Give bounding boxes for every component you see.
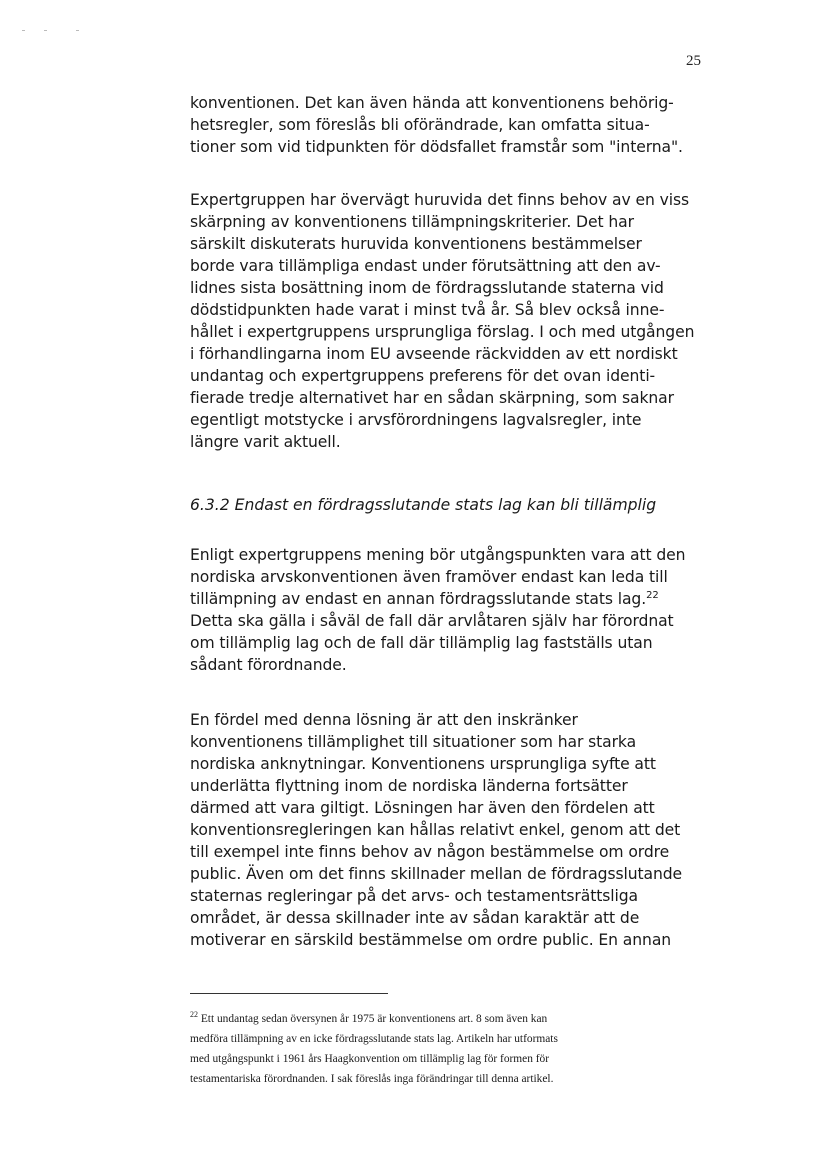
text-line: skärpning av konventionens tillämpningskriterier. Det har [190, 213, 634, 231]
text-line-content: tillämpning av endast en annan fördragsslutande stats lag. [190, 590, 647, 608]
page-number: 25 [686, 53, 701, 69]
scan-artifact [76, 30, 79, 31]
text-line [190, 588, 685, 610]
scan-artifact [44, 30, 47, 31]
paragraph-3 [190, 544, 685, 676]
text-line: egentligt motstycke i arvsförordningens lagvalsregler, inte [190, 411, 642, 429]
text-line: En fördel med denna lösning är att den inskränker [190, 711, 578, 729]
text-line: undantag och expertgruppens preferens för det ovan identi- [190, 367, 656, 385]
text-line: till exempel inte finns behov av någon bestämmelse om ordre [190, 843, 670, 861]
section-heading: 6.3.2 Endast en fördragsslutande stats lag kan bli tillämplig [190, 496, 657, 514]
footnote-line: med utgångspunkt i 1961 års Haagkonvention om tillämplig lag för formen för [190, 1053, 550, 1065]
text-line: hetsregler, som föreslås bli oförändrade, kan omfatta situa- [190, 116, 650, 134]
footnote-number: 22 [190, 1010, 198, 1020]
text-line: därmed att vara giltigt. Lösningen har även den fördelen att [190, 799, 655, 817]
footnote-line: testamentariska förordnanden. I sak föreslås inga förändringar till denna artikel. [190, 1073, 554, 1085]
text-line: konventionsregleringen kan hållas relativt enkel, genom att det [190, 821, 681, 839]
text-line: staternas regleringar på det arvs- och testamentsrättsliga [190, 887, 638, 905]
text-line: särskilt diskuterats huruvida konventionens bestämmelser [190, 235, 642, 253]
text-line: konventionen. Det kan även hända att konventionens behörig- [190, 94, 674, 112]
text-line: borde vara tillämpliga endast under förutsättning att den av- [190, 257, 661, 275]
paragraph-4 [190, 709, 682, 951]
text-line: området, är dessa skillnader inte av sådan karaktär att de [190, 909, 640, 927]
text-line: dödstidpunkten hade varat i minst två år. Så blev också inne- [190, 301, 665, 319]
text-line: Enligt expertgruppens mening bör utgångspunkten vara att den [190, 546, 686, 564]
text-line: underlätta flyttning inom de nordiska länderna fortsätter [190, 777, 628, 795]
footnote [190, 1009, 558, 1089]
text-line: nordiska arvskonventionen även framöver endast kan leda till [190, 568, 668, 586]
footnote-divider [190, 993, 388, 994]
text-line: längre varit aktuell. [190, 433, 341, 451]
footnote-line: medföra tillämpning av en icke fördragsslutande stats lag. Artikeln har utformats [190, 1033, 558, 1045]
text-line: konventionens tillämplighet till situationer som har starka [190, 733, 637, 751]
text-line: motiverar en särskild bestämmelse om ordre public. En annan [190, 931, 672, 949]
text-line: Detta ska gälla i såväl de fall där arvlåtaren själv har förordnat [190, 612, 674, 630]
paragraph-2 [190, 189, 694, 453]
text-line: public. Även om det finns skillnader mellan de fördragsslutande [190, 865, 683, 883]
text-line: hållet i expertgruppens ursprungliga förslag. I och med utgången [190, 323, 695, 341]
text-line: lidnes sista bosättning inom de fördragsslutande staterna vid [190, 279, 664, 297]
text-line: tioner som vid tidpunkten för dödsfallet framstår som "interna". [190, 138, 683, 156]
text-line: nordiska anknytningar. Konventionens ursprungliga syfte att [190, 755, 656, 773]
text-line: om tillämplig lag och de fall där tillämplig lag fastställs utan [190, 634, 653, 652]
paragraph-1 [190, 92, 683, 158]
text-line: i förhandlingarna inom EU avseende räckvidden av ett nordiskt [190, 345, 678, 363]
footnote-line [190, 1009, 558, 1029]
text-line: fierade tredje alternativet har en sådan skärpning, som saknar [190, 389, 674, 407]
scan-artifact [22, 30, 25, 31]
footnote-reference[interactable]: 22 [646, 589, 659, 601]
footnote-text: Ett undantag sedan översynen år 1975 är konventionens art. 8 som även kan [198, 1013, 548, 1025]
text-line: Expertgruppen har övervägt huruvida det finns behov av en viss [190, 191, 690, 209]
text-line: sådant förordnande. [190, 656, 347, 674]
